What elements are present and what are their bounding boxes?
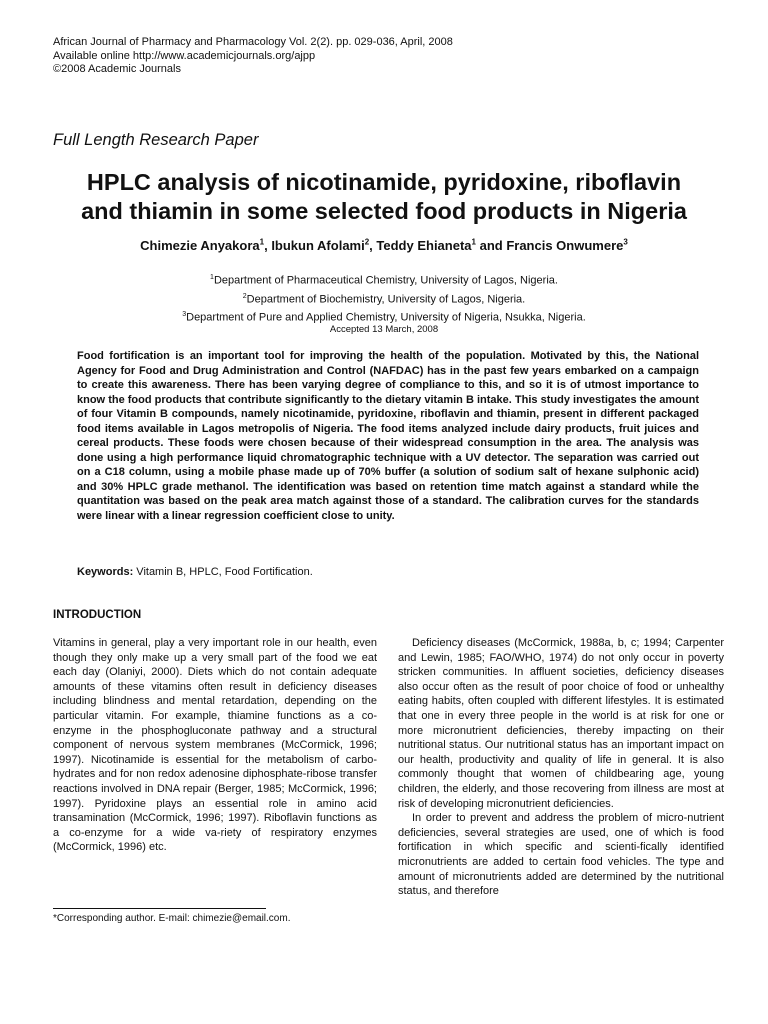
affiliation	[40, 270, 728, 289]
body-paragraph: In order to prevent and address the problem of micro-nutrient deficiencies, several strategies are used, one of which is food fortification in which specific and scienti-fically identified micronutrients are added to certain food vehicles. The type and amount of micronutrients added are determined by the nutritional status, and therefore	[398, 812, 724, 898]
affiliation-text: Department of Pharmaceutical Chemistry, University of Lagos, Nigeria.	[213, 274, 558, 287]
body-paragraph: Vitamins in general, play a very important role in our health, even though they only make up a very small part of the food we eat each day (Olaniyi, 2000). Diets which do not contain adequate amounts of these vitamins often result in deficiency diseases including blindness and mental retardation, depending on the particular vitamin. For example, thiamine functions as a co-enzyme in the phosphogluconate pathway and a structural component of nervous system membranes (McCormick, 1996; 1997). Nicotinamide is essential for the metabolism of carbo-hydrates and for non redox adenosine diphosphate-ribose transfer reactions involved in DNA repair (Berger, 1985; McCormick, 1996; 1997). Pyridoxine plays an essential role in amino acid transamination (McCormick, 1996; 1997). Riboflavin functions as a co-enzyme for a wide va-riety of respiratory enzymes (McCormick, 1996) etc.	[53, 637, 377, 854]
author-name: Chimezie Anyakora	[140, 238, 260, 254]
author-affiliation-mark: 3	[623, 238, 628, 247]
footnote-divider	[53, 908, 266, 909]
paper-title-line-1: HPLC analysis of nicotinamide, pyridoxine, riboflavin	[86, 169, 682, 195]
paper-title	[40, 168, 728, 226]
affiliation	[40, 289, 728, 308]
author-affiliation-mark: 1	[259, 238, 265, 247]
author	[140, 238, 271, 253]
author-name: Ibukun Afolami	[271, 238, 365, 254]
affiliation-text: Department of Pure and Applied Chemistry, University of Nigeria, Nsukka, Nigeria.	[186, 311, 586, 324]
author-name: Teddy Ehianeta	[376, 238, 472, 254]
author	[506, 238, 628, 253]
section-heading-introduction: INTRODUCTION	[53, 609, 142, 621]
left-column	[53, 636, 377, 855]
journal-header	[53, 36, 453, 77]
author-separator: ,	[264, 238, 272, 254]
author-separator: and	[475, 238, 507, 254]
body-paragraph: Deficiency diseases (McCormick, 1988a, b, c; 1994; Carpenter and Lewin, 1985; FAO/WHO, 1974) do not only occur in poverty stricken communities. In affluent societies, deficiency diseases also occur often as the result of poor choice of food or unhealthy eating habits, often coupled with different lifestyles. It is estimated that one in every three people in the world is at risk for one or more micronutrient deficiencies, thereby impacting on their nutritional status. Our nutritional status has an important impact on our health, productivity and quality of life in general. It is also commonly thought that women of childbearing age, young children, the elderly, and those recovering from illness are most at risk of developing micronutrient deficiencies.	[398, 637, 724, 810]
affiliation-text: Department of Biochemistry, University of Lagos, Nigeria.	[246, 293, 526, 306]
keywords-text: Vitamin B, HPLC, Food Fortification.	[133, 566, 313, 578]
journal-citation: African Journal of Pharmacy and Pharmacology Vol. 2(2). pp. 029-036, April, 2008	[53, 36, 453, 48]
author-affiliation-mark: 2	[364, 238, 370, 247]
affiliation-list	[40, 270, 728, 326]
author-list	[40, 238, 728, 253]
author	[376, 238, 506, 253]
keywords	[77, 566, 313, 578]
abstract: Food fortification is an important tool for improving the health of the population. Motivated by this, the National Agency for Food and Drug Administration and Control (NAFDAC) has in the past few years embarked on a campaign to create this awareness. There has been varying degree of compliance to this, and so it is of utmost importance to know the food products that contribute significantly to the dietary vitamin B intake. This study investigates the amount of four Vitamin B compounds, namely nicotinamide, pyridoxine, riboflavin and thiamin, present in different packaged food items available in Lagos metropolis of Nigeria. The food items analyzed include dairy products, fruit juices and cereal products. These foods were chosen because of their widespread consumption in the area. The analysis was done using a high performance liquid chromatographic technique with a UV detector. The separation was carried out on a C18 column, using a mobile phase made up of 70% buffer (a solution of sodium salt of hexane sulphonic acid) and 30% HPLC grade methanol. The identification was based on retention time match against a standard while the quantitation was based on the peak area match against those of a standard. The calibration curves for the standards were linear with a linear regression coefficient close to unity.	[77, 350, 699, 522]
accepted-date: Accepted 13 March, 2008	[329, 324, 439, 335]
journal-availability: Available online http://www.academicjournals.org/ajpp	[53, 49, 316, 62]
paper-type: Full Length Research Paper	[53, 131, 259, 149]
paper-title-line-2: and thiamin in some selected food products in Nigeria	[81, 198, 687, 224]
author-affiliation-mark: 1	[471, 238, 476, 247]
affiliation-mark: 1	[210, 274, 214, 281]
author-separator: ,	[369, 238, 377, 254]
author-name: Francis Onwumere	[506, 238, 624, 254]
right-column	[398, 636, 724, 899]
corresponding-author-footnote: *Corresponding author. E-mail: chimezie@email.com.	[53, 913, 291, 924]
journal-copyright: ©2008 Academic Journals	[53, 63, 181, 75]
affiliation-mark: 2	[242, 292, 247, 300]
affiliation-mark: 3	[182, 311, 187, 319]
author	[271, 238, 376, 253]
keywords-label: Keywords:	[77, 566, 134, 578]
